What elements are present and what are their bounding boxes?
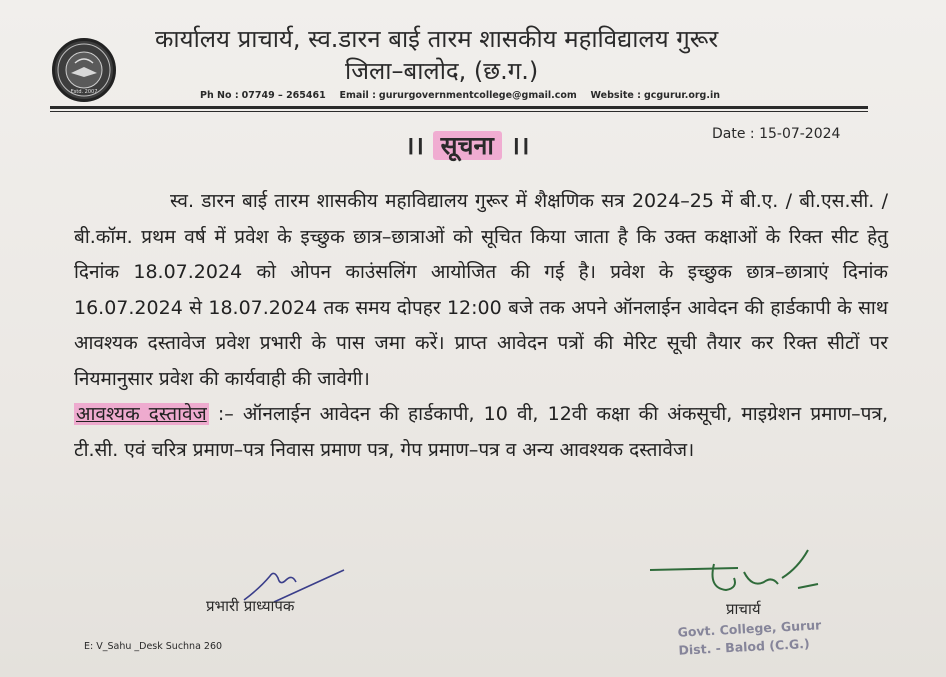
- emblem-est-text: Estd. 2007: [70, 89, 98, 95]
- college-stamp: [677, 616, 822, 659]
- header-divider-thin: [50, 111, 868, 112]
- in-charge-title: प्रभारी प्राध्यापक: [206, 597, 295, 615]
- contact-strip: [200, 90, 720, 101]
- email-info: Email : gururgovernmentcollege@gmail.com: [339, 90, 577, 101]
- office-title: कार्यालय प्राचार्य, स्व.डारन बाई तारम शासकीय महाविद्यालय गुरूर: [155, 25, 719, 53]
- title-bars-right: ।।: [510, 131, 530, 160]
- title-text: सूचना: [433, 131, 502, 160]
- notice-date: Date : 15-07-2024: [712, 126, 841, 142]
- footer-reference: E: V_Sahu _Desk Suchna 260: [84, 641, 223, 652]
- documents-heading: आवश्यक दस्तावेज: [76, 403, 207, 425]
- website-info: Website : gcgurur.org.in: [590, 90, 720, 101]
- stamp-line-1: Govt. College, Gurur: [677, 617, 822, 640]
- principal-signature: [648, 548, 828, 604]
- required-documents: [74, 397, 888, 468]
- stamp-line-2: Dist. - Balod (C.G.): [678, 635, 810, 658]
- notice-paragraph: स्व. डारन बाई तारम शासकीय महाविद्यालय गुरूर में शैक्षणिक सत्र 2024–25 में बी.ए. / बी.एस.सी. / बी.कॉम. प्रथम वर्ष में प्रवेश के इच्छुक छात्र–छात्राओं को सूचित किया जाता है कि उक्त कक्षाओं के रिक्त सीट हेतु दिनांक 18.07.2024 को ओपन काउंसलिंग आयोजित की गई है। प्रवेश के इच्छुक छात्र–छात्राएं दिनांक 16.07.2024 से 18.07.2024 तक समय दोपहर 12:00 बजे तक अपने ऑनलाईन आवेदन की हार्डकापी के साथ आवश्यक दस्तावेज प्रवेश प्रभारी के पास जमा करें। प्राप्त आवेदन पत्रों की मेरिट सूची तैयार कर रिक्त सीटों पर नियमानुसार प्रवेश की कार्यवाही की जावेगी।: [74, 190, 888, 390]
- district-title: जिला–बालोद, (छ.ग.): [345, 57, 539, 85]
- documents-list: :– ऑनलाईन आवेदन की हार्डकापी, 10 वी, 12वी कक्षा की अंकसूची, माइग्रेशन प्रमाण–पत्र, टी.सी. एवं चरित्र प्रमाण–पत्र निवास प्रमाण पत्र, गेप प्रमाण–पत्र व अन्य आवश्यक दस्तावेज।: [74, 403, 888, 461]
- principal-title: प्राचार्य: [726, 600, 761, 618]
- header-divider: [50, 106, 868, 109]
- phone-info: Ph No : 07749 – 265461: [200, 90, 326, 101]
- title-bars-left: ।।: [405, 131, 424, 160]
- college-emblem-icon: [52, 38, 116, 102]
- notice-body: [74, 184, 888, 468]
- notice-title: [405, 128, 529, 162]
